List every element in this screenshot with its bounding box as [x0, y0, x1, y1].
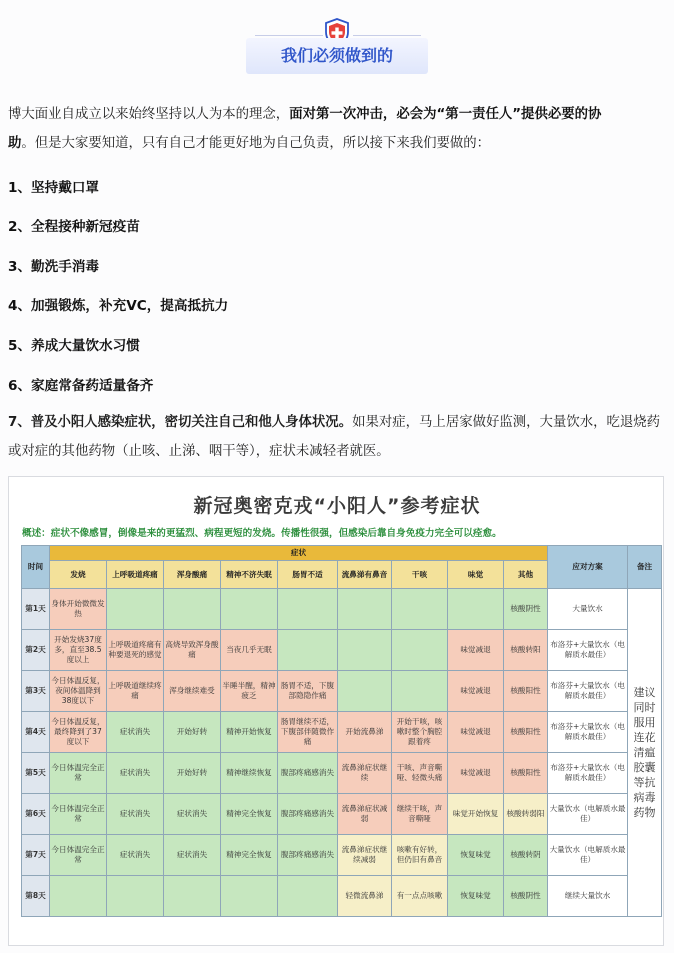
table-cell: 恢复味觉: [448, 876, 504, 917]
table-cell: 症状消失: [107, 835, 164, 876]
table-cell: 肠胃继续不适，下腹部伴随微作痛: [278, 712, 338, 753]
table-cell: 开始好转: [164, 712, 221, 753]
table-cell: 今日体温完全正常: [50, 794, 107, 835]
col-header: 肠胃不适: [278, 561, 338, 589]
table-cell: 浑身继续难受: [164, 671, 221, 712]
symptom-table: [21, 545, 662, 917]
table-cell: [392, 589, 448, 630]
intro-paragraph: [8, 100, 666, 158]
table-cell: 味觉减退: [448, 671, 504, 712]
table-cell: 开始发烧37度多，直至38.5度以上: [50, 630, 107, 671]
table-row: [22, 876, 662, 917]
table-cell: [107, 876, 164, 917]
table-cell: 精神完全恢复: [221, 835, 278, 876]
table-cell: [338, 671, 392, 712]
col-header: 浑身酸痛: [164, 561, 221, 589]
table-cell: 精神完全恢复: [221, 794, 278, 835]
table-cell: 症状消失: [107, 712, 164, 753]
col-header: 精神不济失眠: [221, 561, 278, 589]
table-cell: 核酸阳性: [504, 753, 548, 794]
plan-cell: 布洛芬+大量饮水（电解质水最佳）: [548, 753, 628, 794]
table-title: 新冠奥密克戎“小阳人”参考症状: [193, 495, 481, 517]
table-cell: 核酸转阴: [504, 835, 548, 876]
list-item: 2、全程接种新冠疫苗: [8, 219, 140, 235]
page-title: 我们必须做到的: [246, 38, 428, 74]
table-cell: 味觉减退: [448, 630, 504, 671]
table-cell: [221, 876, 278, 917]
table-cell: 开始好转: [164, 753, 221, 794]
item-7-bold: 7、普及小阳人感染症状，密切关注自己和他人身体状况。: [8, 415, 353, 430]
table-cell: [278, 876, 338, 917]
table-cell: 症状消失: [107, 794, 164, 835]
table-cell: [392, 671, 448, 712]
list-item: 6、家庭常备药适量备齐: [8, 378, 154, 394]
col-header: 发烧: [50, 561, 107, 589]
table-row: [22, 794, 662, 835]
table-cell: [392, 630, 448, 671]
table-cell: 今日体温反复，最终降到了37度以下: [50, 712, 107, 753]
day-cell: 第1天: [22, 589, 50, 630]
note-cell: 建议同时服用连花清瘟胶囊等抗病毒药物: [628, 589, 662, 917]
table-cell: [107, 589, 164, 630]
plan-cell: 大量饮水（电解质水最佳）: [548, 835, 628, 876]
table-cell: 身体开始微微发热: [50, 589, 107, 630]
day-cell: 第2天: [22, 630, 50, 671]
table-cell: 肠胃不适，下腹部隐隐作痛: [278, 671, 338, 712]
col-header: 干咳: [392, 561, 448, 589]
list-item: 3、勤洗手消毒: [8, 259, 100, 275]
day-cell: 第8天: [22, 876, 50, 917]
table-cell: [221, 589, 278, 630]
table-cell: 轻微流鼻涕: [338, 876, 392, 917]
table-cell: 流鼻涕症状减弱: [338, 794, 392, 835]
header-symptoms: 症状: [50, 546, 548, 561]
plan-cell: 大量饮水（电解质水最佳）: [548, 794, 628, 835]
table-row: [22, 589, 662, 630]
table-cell: 上呼吸道继续疼痛: [107, 671, 164, 712]
plan-cell: 继续大量饮水: [548, 876, 628, 917]
table-cell: 精神继续恢复: [221, 753, 278, 794]
plan-cell: 大量饮水: [548, 589, 628, 630]
table-row: [22, 835, 662, 876]
plan-cell: 布洛芬+大量饮水（电解质水最佳）: [548, 712, 628, 753]
header-divider-left: [255, 35, 323, 36]
table-cell: 流鼻涕症状继续: [338, 753, 392, 794]
table-cell: 核酸阳性: [504, 671, 548, 712]
table-cell: 核酸转阳: [504, 630, 548, 671]
table-cell: 腹部疼痛感消失: [278, 753, 338, 794]
table-row: [22, 753, 662, 794]
intro-text: 博大面业自成立以来始终坚持以人为本的理念，: [8, 107, 290, 122]
symptom-table-figure: [8, 476, 664, 946]
table-cell: 有一点点咳嗽: [392, 876, 448, 917]
plan-cell: 布洛芬+大量饮水（电解质水最佳）: [548, 671, 628, 712]
table-cell: 开始干咳，咳嗽时整个胸腔跟着疼: [392, 712, 448, 753]
table-row: [22, 712, 662, 753]
table-cell: 味觉开始恢复: [448, 794, 504, 835]
table-cell: 咳嗽有好转，但仍旧有鼻音: [392, 835, 448, 876]
table-cell: [338, 630, 392, 671]
table-cell: 症状消失: [164, 835, 221, 876]
day-cell: 第4天: [22, 712, 50, 753]
table-cell: 今日体温完全正常: [50, 835, 107, 876]
list-item: 5、养成大量饮水习惯: [8, 338, 140, 354]
header-divider-right: [353, 35, 421, 36]
table-cell: 核酸转弱阳: [504, 794, 548, 835]
table-cell: 继续干咳，声音嘶哑: [392, 794, 448, 835]
table-cell: [338, 589, 392, 630]
table-cell: 今日体温反复，夜间体温降到38度以下: [50, 671, 107, 712]
day-cell: 第7天: [22, 835, 50, 876]
table-cell: [164, 876, 221, 917]
table-cell: [164, 589, 221, 630]
table-cell: 味觉减退: [448, 712, 504, 753]
day-cell: 第3天: [22, 671, 50, 712]
plan-cell: 布洛芬+大量饮水（电解质水最佳）: [548, 630, 628, 671]
table-cell: 精神开始恢复: [221, 712, 278, 753]
table-cell: 今日体温完全正常: [50, 753, 107, 794]
table-cell: [278, 630, 338, 671]
header-note: 备注: [628, 546, 662, 589]
table-cell: 核酸阴性: [504, 589, 548, 630]
list-item: 4、加强锻炼，补充VC，提高抵抗力: [8, 298, 229, 314]
col-header: 流鼻涕有鼻音: [338, 561, 392, 589]
intro-text-end: 。但是大家要知道，只有自己才能更好地为自己负责，所以接下来我们要做的：: [21, 136, 491, 151]
col-header: 其他: [504, 561, 548, 589]
table-cell: 症状消失: [164, 794, 221, 835]
day-cell: 第5天: [22, 753, 50, 794]
table-cell: 核酸阴性: [504, 876, 548, 917]
table-cell: [50, 876, 107, 917]
table-summary: 概述：症状不像感冒，倒像是来的更猛烈、病程更短的发烧。传播性很强，但感染后靠自身免疫力完全可以痊愈。: [22, 528, 502, 539]
table-cell: 干咳、声音嘶哑、轻微头痛: [392, 753, 448, 794]
table-cell: [448, 589, 504, 630]
table-cell: 高烧导致浑身酸痛: [164, 630, 221, 671]
table-cell: 腹部疼痛感消失: [278, 835, 338, 876]
intro-emphasis-end: 助: [8, 136, 22, 151]
col-header: 味觉: [448, 561, 504, 589]
intro-emphasis: 面对第一次冲击，必会为“第一责任人”提供必要的协: [289, 107, 602, 122]
list-item: 1、坚持戴口罩: [8, 180, 100, 196]
table-cell: 核酸阳性: [504, 712, 548, 753]
table-cell: [278, 589, 338, 630]
table-cell: 当夜几乎无眠: [221, 630, 278, 671]
item-7-text: 如果对症，马上居家做好监测，大量饮水，吃退烧药或对症的其他药物（止咳、止涕、咽干等），症状未减轻者就医。: [8, 415, 661, 459]
table-cell: 开始流鼻涕: [338, 712, 392, 753]
table-cell: 味觉减退: [448, 753, 504, 794]
col-header: 上呼吸道疼痛: [107, 561, 164, 589]
item-7-paragraph: [8, 408, 666, 466]
table-cell: 症状消失: [107, 753, 164, 794]
table-cell: 恢复味觉: [448, 835, 504, 876]
table-row: [22, 671, 662, 712]
table-cell: 上呼吸道疼痛有种要退死的感觉: [107, 630, 164, 671]
table-row: [22, 630, 662, 671]
day-cell: 第6天: [22, 794, 50, 835]
header-day: 时间: [22, 546, 50, 589]
header-plan: 应对方案: [548, 546, 628, 589]
table-cell: 腹部疼痛感消失: [278, 794, 338, 835]
section-header: [0, 14, 674, 84]
table-cell: 流鼻涕症状继续减弱: [338, 835, 392, 876]
table-cell: 半睡半醒，精神疲乏: [221, 671, 278, 712]
